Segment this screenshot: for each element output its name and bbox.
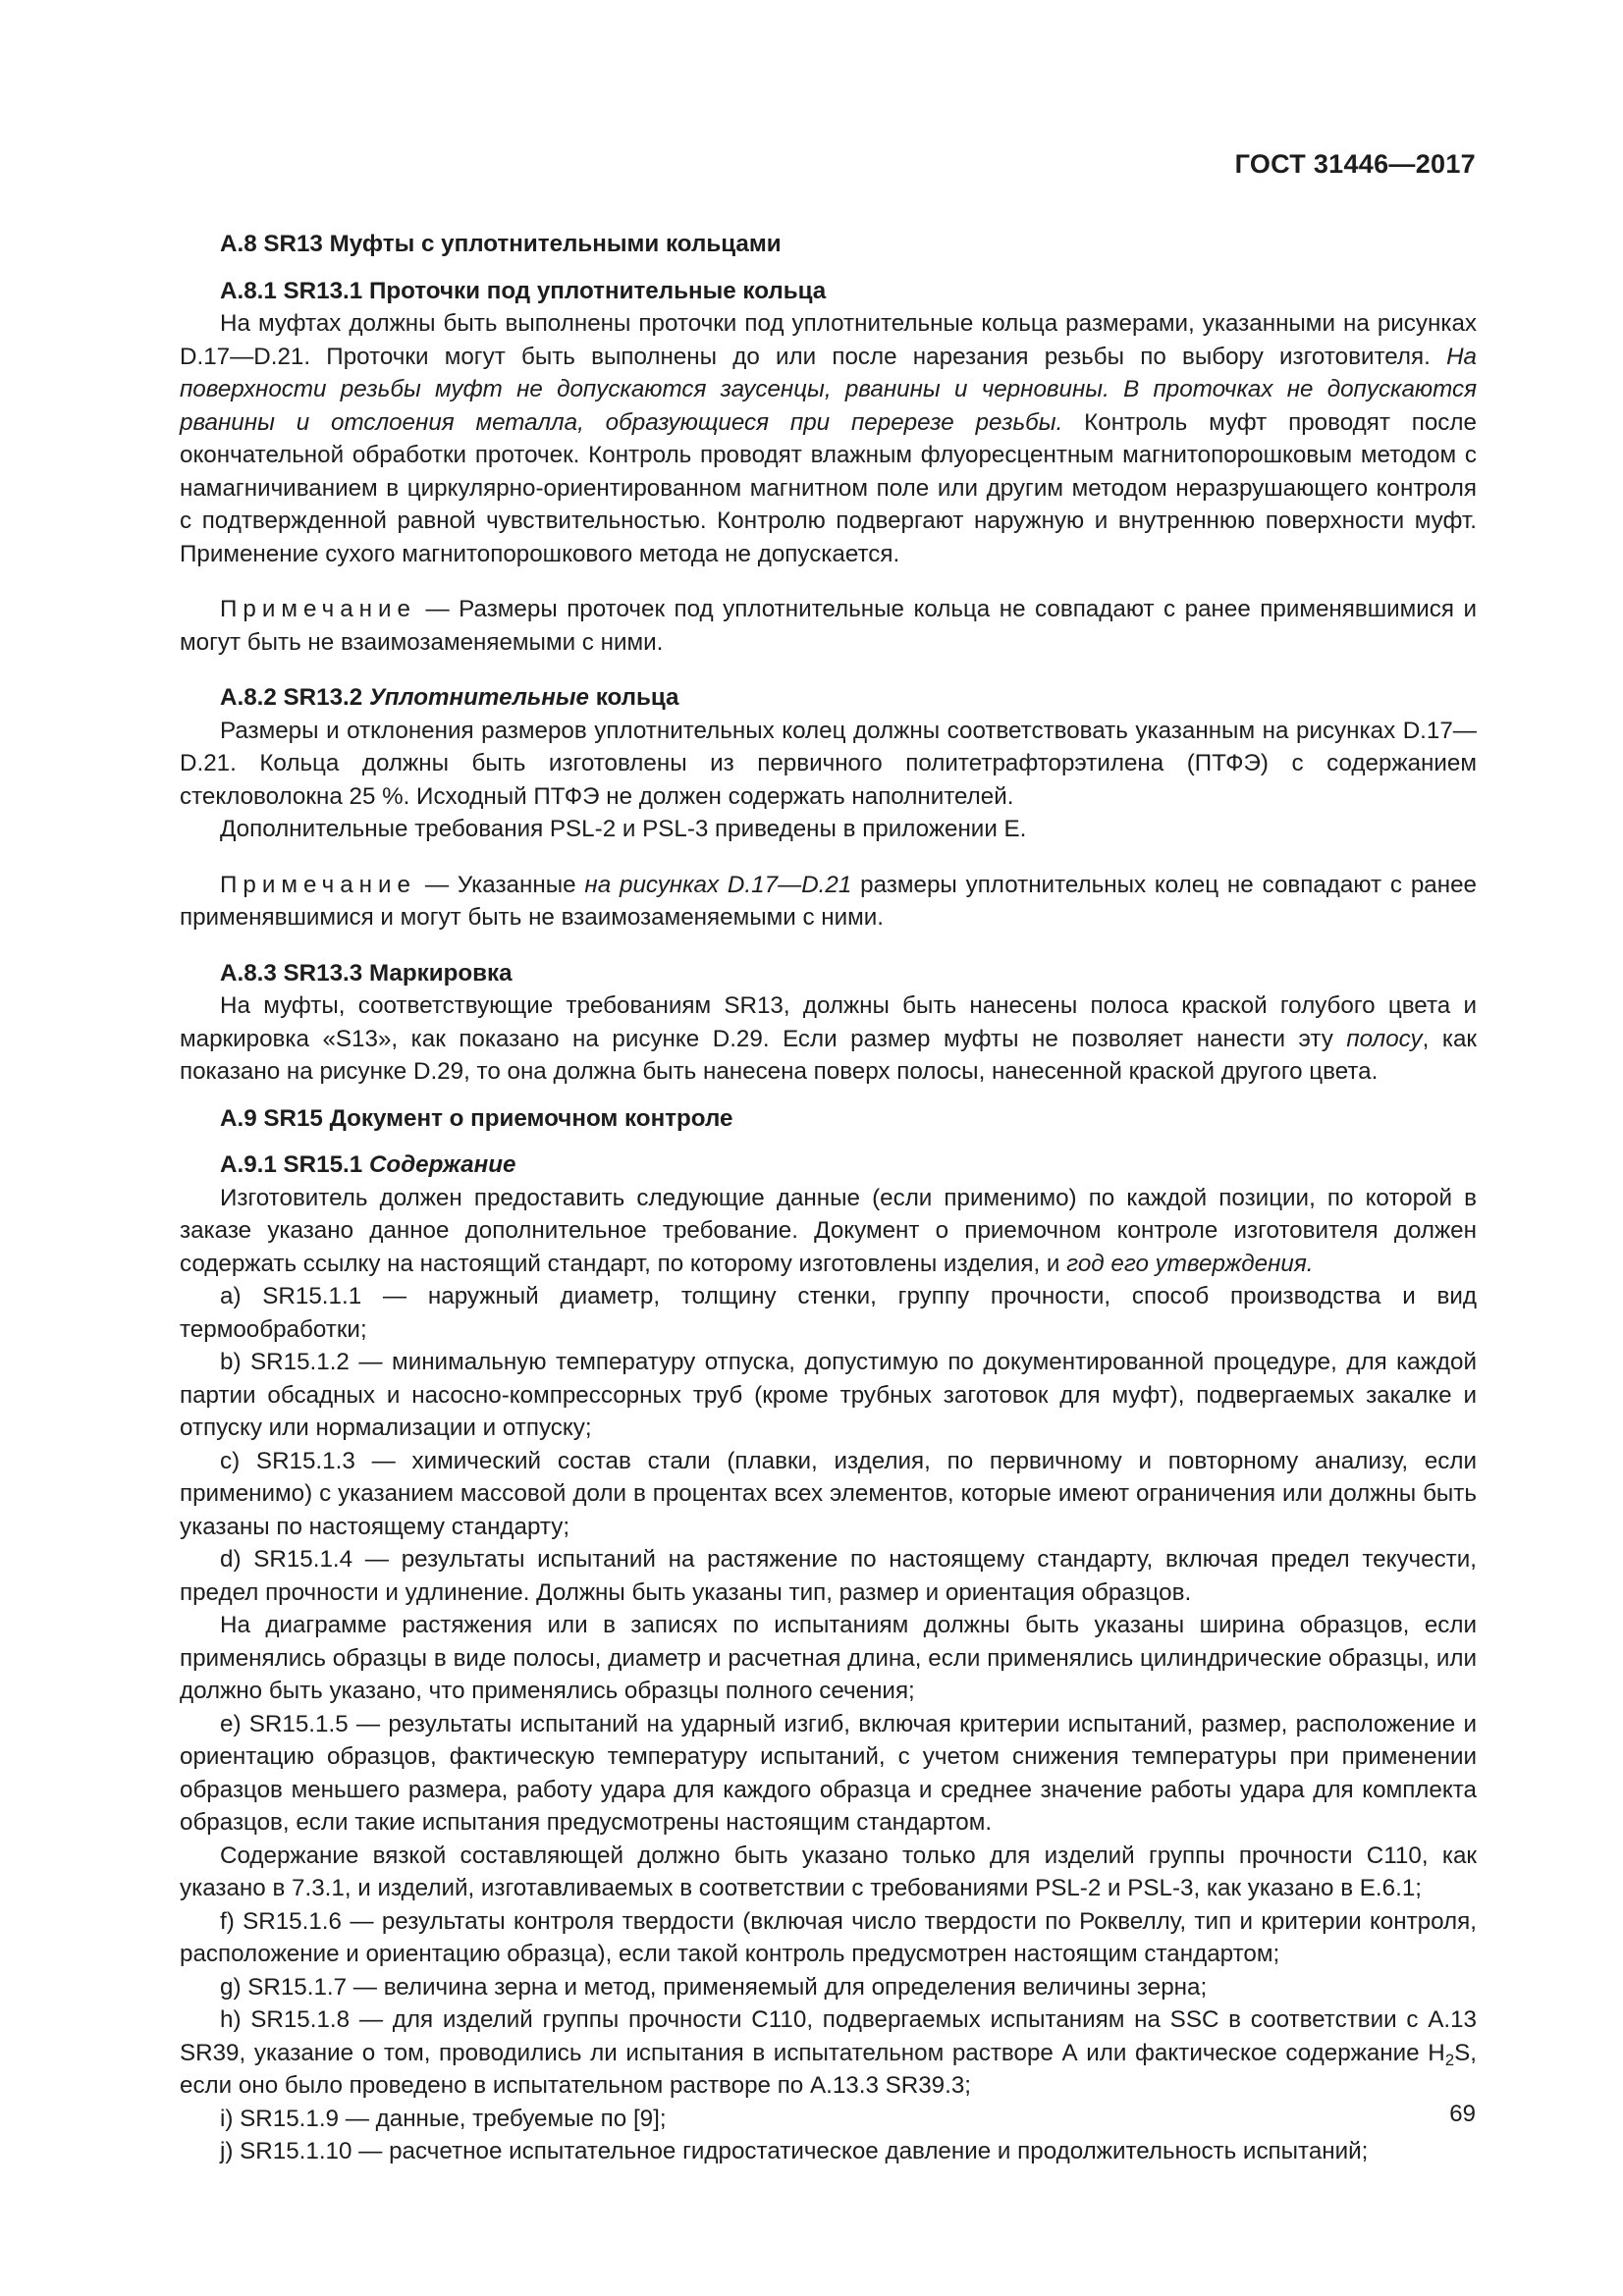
section-a81-heading: А.8.1 SR13.1 Проточки под уплотнительные кольца bbox=[220, 277, 827, 304]
list-item-e: e) SR15.1.5 — результаты испытаний на ударный изгиб, включая критерии испытаний, размер, расположение и ориентацию образцов, фактическую температуру испытаний, с учетом снижения температуры при применении образцов меньшего размера, работу удара для каждого образца и среднее значение работы удара для комплекта образцов, если такие испытания предусмотрены настоящим стандартом. bbox=[180, 1710, 1477, 1836]
tension-paragraph: На диаграмме растяжения или в записях по испытаниям должны быть указаны ширина образцов, если применялись образцы в виде полосы, диаметр и расчетная длина, если применялись цилиндрические образцы, или должно быть указано, что применялись образцы полного сечения; bbox=[180, 1612, 1477, 1704]
section-a83-heading: А.8.3 SR13.3 Маркировка bbox=[220, 959, 513, 987]
section-a91-heading: А.9.1 SR15.1 Содержание bbox=[220, 1151, 516, 1178]
viscous-paragraph: Содержание вязкой составляющей должно быть указано только для изделий группы прочности С110, как указано в 7.3.1, и изделий, изготавливаемых в соответствии с требованиями PSL-2 и PSL-3, как указано в Е.6.1; bbox=[180, 1842, 1477, 1901]
page-number: 69 bbox=[1449, 2101, 1476, 2127]
note-a82: Примечание — Указанные на рисунках D.17—D.21 размеры уплотнительных колец не совпадают с ранее применявшимися и могут быть не взаимозаменяемыми с ними. bbox=[180, 871, 1477, 931]
list-item-a: a) SR15.1.1 — наружный диаметр, толщину стенки, группу прочности, способ производства и вид термообработки; bbox=[180, 1283, 1477, 1343]
list-item-c: c) SR15.1.3 — химический состав стали (плавки, изделия, по первичному и повторному анализу, если применимо) с указанием массовой доли в процентах всех элементов, которые имеют ограничения или должны быть указаны по настоящему стандарту; bbox=[180, 1447, 1477, 1540]
section-a9-heading: А.9 SR15 Документ о приемочном контроле bbox=[220, 1104, 733, 1132]
document-header: ГОСТ 31446—2017 bbox=[1234, 149, 1476, 179]
list-item-g: g) SR15.1.7 — величина зерна и метод, применяемый для определения величины зерна; bbox=[220, 1973, 1208, 2001]
section-a82-paragraph-2: Дополнительные требования PSL-2 и PSL-3 приведены в приложении Е. bbox=[220, 816, 1027, 842]
note-a81: Примечание — Размеры проточек под уплотнительные кольца не совпадают с ранее применявшимися и могут быть не взаимозаменяемыми с ними. bbox=[180, 596, 1477, 656]
list-item-f: f) SR15.1.6 — результаты контроля твердости (включая число твердости по Роквеллу, тип и критерии контроля, расположение и ориентацию образца), если такой контроль предусмотрен настоящим стандартом; bbox=[180, 1907, 1477, 1967]
section-a82-paragraph: Размеры и отклонения размеров уплотнительных колец должны соответствовать указанным на рисунках D.17—D.21. Кольца должны быть изготовлены из первичного политетрафторэтилена (ПТФЭ) с содержанием стекловолокна 25 %. Исходный ПТФЭ не должен содержать наполнителей. bbox=[180, 717, 1477, 810]
section-a91-intro: Изготовитель должен предоставить следующие данные (если применимо) по каждой позиции, по которой в заказе указано данное дополнительное требование. Документ о приемочном контроле изготовителя должен содержать ссылку на настоящий стандарт, по которому изготовлены изделия, и год его утверждения. bbox=[180, 1184, 1477, 1277]
section-a82-heading: А.8.2 SR13.2 Уплотнительные кольца bbox=[220, 684, 679, 711]
list-item-d: d) SR15.1.4 — результаты испытаний на растяжение по настоящему стандарту, включая предел текучести, предел прочности и удлинение. Должны быть указаны тип, размер и ориентация образцов. bbox=[180, 1546, 1477, 1606]
section-a8-heading: А.8 SR13 Муфты с уплотнительными кольцами bbox=[220, 231, 782, 257]
section-a83-paragraph: На муфты, соответствующие требованиям SR13, должны быть нанесены полоса краской голубого цвета и маркировка «S13», как показано на рисунке D.29. Если размер муфты не позволяет нанести эту полосу, как показано на рисунке D.29, то она должна быть нанесена поверх полосы, нанесенной краской другого цвета. bbox=[180, 992, 1477, 1085]
list-item-b: b) SR15.1.2 — минимальную температуру отпуска, допустимую по документированной процедуре, для каждой партии обсадных и насосно-компрессорных труб (кроме трубных заготовок для муфт), подвергаемых закалке и отпуску или нормализации и отпуску; bbox=[180, 1349, 1477, 1441]
list-item-h: h) SR15.1.8 — для изделий группы прочности С110, подвергаемых испытаниям на SSC в соответствии с А.13 SR39, указание о том, проводились ли испытания в испытательном растворе А или фактическое содержание $H_2S$, если оно было проведено в испытательном растворе по А.13.3 SR39.3; bbox=[180, 2006, 1477, 2099]
section-a81-paragraph: На муфтах должны быть выполнены проточки под уплотнительные кольца размерами, указанными на рисунках D.17—D.21. Проточки могут быть выполнены до или после нарезания резьбы по выбору изготовителя. На поверхности резьбы муфт не допускаются заусенцы, рванины и черновины. В проточках не допускаются рванины и отслоения металла, образующиеся при перерезе резьбы. Контроль муфт проводят после окончательной обработки проточек. Контроль проводят влажным флуоресцентным магнитопорошковым методом с намагничиванием в циркулярно-ориентированном магнитном поле или другим методом неразрушающего контроля с подтвержденной равной чувствительностью. Контролю подвергают наружную и внутреннюю поверхности муфт. Применение сухого магнитопорошкового метода не допускается. bbox=[180, 310, 1477, 567]
list-item-i: i) SR15.1.9 — данные, требуемые по [9]; bbox=[220, 2105, 667, 2132]
list-item-j: j) SR15.1.10 — расчетное испытательное гидростатическое давление и продолжительность испытаний; bbox=[220, 2138, 1369, 2164]
document-body bbox=[180, 228, 1477, 2168]
